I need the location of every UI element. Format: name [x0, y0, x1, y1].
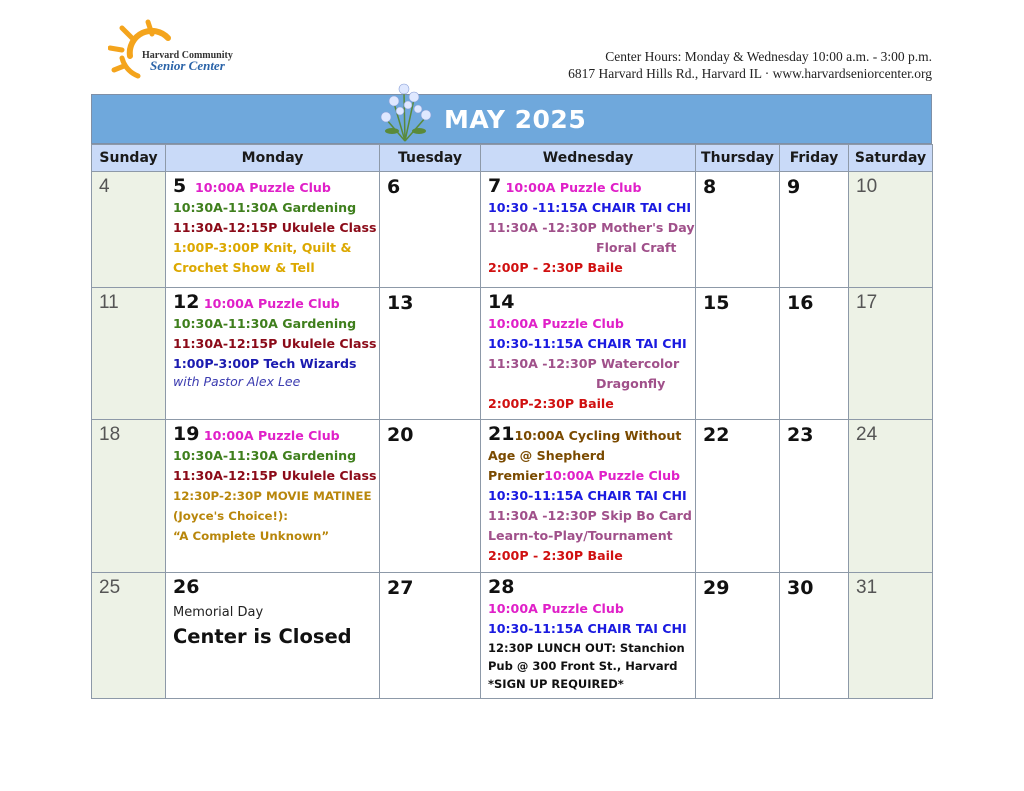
day-cell-5 [166, 172, 380, 288]
day-number: 12 [173, 291, 200, 313]
event-knit-quilt-cont: Crochet Show & Tell [173, 260, 315, 275]
day-cell-21 [481, 420, 696, 573]
header-sunday: Sunday [92, 145, 166, 172]
event-puzzle-club: 10:00A Puzzle Club [505, 180, 642, 195]
event-movie-matinee-note: (Joyce's Choice!): [173, 509, 288, 523]
event-ukulele: 11:30A-12:15P Ukulele Class [173, 468, 377, 483]
day-number: 18 [99, 424, 121, 445]
day-number: 5 [173, 175, 187, 197]
day-number: 26 [173, 576, 200, 598]
day-cell-4 [92, 172, 166, 288]
week-row-1 [92, 172, 933, 288]
calendar-grid [91, 144, 933, 699]
day-number: 19 [173, 423, 200, 445]
event-gardening: 10:30A-11:30A Gardening [173, 448, 357, 463]
day-number: 8 [703, 176, 717, 198]
week-row-3 [92, 420, 933, 573]
day-number: 31 [856, 577, 878, 598]
event-cycling: 10:00A Cycling Without [514, 428, 682, 443]
day-cell-29 [696, 573, 780, 699]
day-cell-31 [849, 573, 933, 699]
header-thursday: Thursday [696, 145, 780, 172]
day-cell-25 [92, 573, 166, 699]
day-cell-16 [780, 288, 849, 420]
event-lunch-out: 12:30P LUNCH OUT: Stanchion [488, 641, 685, 655]
header-saturday: Saturday [849, 145, 933, 172]
day-number: 6 [387, 176, 401, 198]
header-monday: Monday [166, 145, 380, 172]
event-skip-bo-cont: Learn-to-Play/Tournament [488, 528, 673, 543]
calendar-title: MAY 2025 [444, 105, 587, 134]
day-cell-18 [92, 420, 166, 573]
day-cell-24 [849, 420, 933, 573]
day-number: 22 [703, 424, 730, 446]
day-number: 27 [387, 577, 414, 599]
event-mothers-day: 11:30A -12:30P Mother's Day [488, 220, 695, 235]
event-movie-title: “A Complete Unknown” [173, 529, 330, 543]
event-skip-bo: 11:30A -12:30P Skip Bo Card [488, 508, 692, 523]
day-number: 4 [99, 176, 110, 197]
day-number: 30 [787, 577, 814, 599]
event-ukulele: 11:30A-12:15P Ukulele Class [173, 220, 377, 235]
event-watercolor: 11:30A -12:30P Watercolor [488, 356, 680, 371]
week-row-2 [92, 288, 933, 420]
day-cell-13 [380, 288, 481, 420]
event-knit-quilt: 1:00P-3:00P Knit, Quilt & [173, 240, 352, 255]
event-baile: 2:00P-2:30P Baile [488, 396, 614, 411]
day-cell-30 [780, 573, 849, 699]
day-number: 28 [488, 576, 515, 598]
day-cell-20 [380, 420, 481, 573]
event-lunch-out-signup: *SIGN UP REQUIRED* [488, 677, 624, 691]
day-cell-12 [166, 288, 380, 420]
day-number: 25 [99, 577, 121, 598]
center-closed-notice: Center is Closed [173, 625, 352, 648]
day-number: 29 [703, 577, 730, 599]
day-cell-26 [166, 573, 380, 699]
event-puzzle-club: 10:00A Puzzle Club [544, 468, 681, 483]
event-watercolor-cont: Dragonfly [596, 376, 666, 391]
day-cell-19 [166, 420, 380, 573]
day-cell-27 [380, 573, 481, 699]
day-cell-9 [780, 172, 849, 288]
day-cell-23 [780, 420, 849, 573]
day-number: 20 [387, 424, 414, 446]
day-number: 11 [99, 292, 119, 313]
day-number: 13 [387, 292, 414, 314]
event-puzzle-club: 10:00A Puzzle Club [203, 296, 340, 311]
day-number: 15 [703, 292, 730, 314]
day-number: 14 [488, 291, 515, 313]
logo-line2: Senior Center [150, 58, 225, 73]
event-tech-wizards-host: with Pastor Alex Lee [173, 374, 301, 389]
day-number: 9 [787, 176, 801, 198]
calendar [91, 94, 932, 699]
day-cell-7 [481, 172, 696, 288]
header-tuesday: Tuesday [380, 145, 481, 172]
event-baile: 2:00P - 2:30P Baile [488, 548, 623, 563]
event-tech-wizards: 1:00P-3:00P Tech Wizards [173, 356, 357, 371]
day-cell-8 [696, 172, 780, 288]
day-cell-10 [849, 172, 933, 288]
center-hours: Center Hours: Monday & Wednesday 10:00 a.m. - 3:00 p.m. [605, 49, 932, 64]
day-number: 17 [856, 292, 878, 313]
day-cell-28 [481, 573, 696, 699]
day-cell-6 [380, 172, 481, 288]
header-wednesday: Wednesday [481, 145, 696, 172]
event-ukulele: 11:30A-12:15P Ukulele Class [173, 336, 377, 351]
flower-bouquet-icon [374, 79, 436, 143]
center-address: 6817 Harvard Hills Rd., Harvard IL · www.harvardseniorcenter.org [568, 66, 932, 81]
holiday-label: Memorial Day [173, 605, 264, 620]
event-movie-matinee: 12:30P-2:30P MOVIE MATINEE [173, 489, 372, 503]
day-cell-11 [92, 288, 166, 420]
header-friday: Friday [780, 145, 849, 172]
calendar-title-bar [91, 94, 932, 144]
day-number: 24 [856, 424, 878, 445]
day-cell-22 [696, 420, 780, 573]
day-number: 10 [856, 176, 878, 197]
event-mothers-day-cont: Floral Craft [596, 240, 677, 255]
event-cycling-cont: Age @ Shepherd [488, 448, 605, 463]
day-number: 7 [488, 175, 502, 197]
event-gardening: 10:30A-11:30A Gardening [173, 200, 357, 215]
day-cell-14 [481, 288, 696, 420]
event-tai-chi: 10:30 -11:15A CHAIR TAI CHI [488, 200, 692, 215]
event-tai-chi: 10:30-11:15A CHAIR TAI CHI [488, 488, 687, 503]
center-info [568, 48, 932, 82]
weekday-header-row [92, 145, 933, 172]
day-cell-17 [849, 288, 933, 420]
day-cell-15 [696, 288, 780, 420]
event-puzzle-club: 10:00A Puzzle Club [195, 180, 331, 195]
event-tai-chi: 10:30-11:15A CHAIR TAI CHI [488, 336, 687, 351]
logo-line1: Harvard Community [142, 50, 233, 61]
event-cycling-location: Premier [488, 468, 545, 483]
day-number: 16 [787, 292, 814, 314]
day-number: 23 [787, 424, 814, 446]
event-puzzle-club: 10:00A Puzzle Club [488, 601, 624, 616]
event-puzzle-club: 10:00A Puzzle Club [203, 428, 340, 443]
event-baile: 2:00P - 2:30P Baile [488, 260, 623, 275]
event-puzzle-club: 10:00A Puzzle Club [488, 316, 624, 331]
day-number: 21 [488, 423, 515, 445]
event-lunch-out-location: Pub @ 300 Front St., Harvard [488, 659, 678, 673]
week-row-4 [92, 573, 933, 699]
event-gardening: 10:30A-11:30A Gardening [173, 316, 357, 331]
event-tai-chi: 10:30-11:15A CHAIR TAI CHI [488, 621, 687, 636]
